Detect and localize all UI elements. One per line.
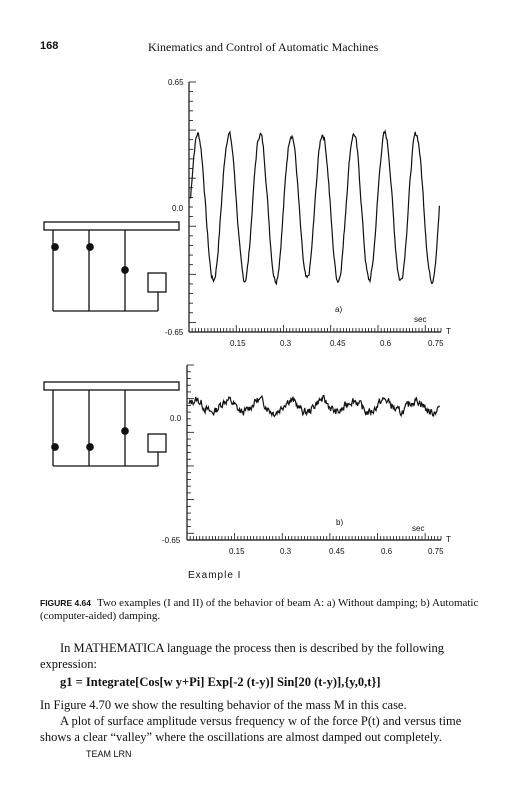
axis-end-label: T — [446, 327, 451, 336]
y-tick-label: 0.65 — [168, 78, 184, 87]
beam-diagram-top — [44, 222, 179, 311]
beam-diagram-bottom — [44, 382, 179, 466]
body-paragraph: In Figure 4.70 we show the resulting behavior of the mass M in this case. — [40, 698, 407, 712]
series-line — [189, 396, 440, 417]
mass-dot — [87, 244, 93, 250]
mass-box — [148, 434, 166, 452]
x-tick-label: 0.75 — [428, 339, 444, 348]
caption-text: Two examples (I and II) of the behavior of beam A: a) Without damping; b) Automatic (computer-aided) damping. — [40, 597, 479, 622]
mass-dot — [122, 267, 128, 273]
footer-watermark: TEAM LRN — [86, 749, 132, 759]
panel-label: b) — [336, 518, 344, 527]
plot-b — [162, 365, 451, 556]
x-tick-label: 0.6 — [380, 339, 392, 348]
example-label: Example I — [188, 570, 242, 581]
x-tick-label: 0.75 — [428, 547, 444, 556]
body-paragraph: In MATHEMATICA language the process then is described by the following expression: — [40, 641, 444, 671]
series-line — [191, 131, 440, 284]
x-tick-label: 0.3 — [280, 339, 292, 348]
body-paragraph: A plot of surface amplitude versus frequency w of the force P(t) and versus time shows a clear “valley” where the oscillations are almost damped out completely. — [40, 714, 462, 744]
beam-top-bar — [44, 222, 179, 230]
mass-dot — [122, 428, 128, 434]
minor-ticks — [187, 365, 441, 540]
x-tick-label: 0.45 — [329, 547, 345, 556]
mass-box — [148, 273, 166, 292]
x-tick-label: 0.6 — [381, 547, 393, 556]
plot-a — [165, 78, 451, 348]
y-tick-label: 0.0 — [172, 204, 184, 213]
mass-dot — [52, 444, 58, 450]
running-header: Kinematics and Control of Automatic Machines — [148, 40, 379, 54]
panel-label: a) — [335, 305, 343, 314]
caption-label: FIGURE 4.64 — [40, 598, 92, 608]
axis-end-label: T — [446, 535, 451, 544]
unit-label: sec — [412, 524, 425, 533]
x-tick-label: 0.3 — [280, 547, 292, 556]
figure-caption — [40, 597, 490, 623]
y-tick-label: 0.0 — [170, 414, 182, 423]
unit-label: sec — [414, 315, 427, 324]
y-tick-label: -0.65 — [162, 536, 181, 545]
x-tick-label: 0.45 — [330, 339, 346, 348]
mass-dot — [87, 444, 93, 450]
beam-top-bar — [44, 382, 179, 390]
x-tick-label: 0.15 — [230, 339, 246, 348]
y-tick-label: -0.65 — [165, 328, 184, 337]
x-tick-label: 0.15 — [229, 547, 245, 556]
formula: g1 = Integrate[Cos[w y+Pi] Exp[-2 (t-y)] Sin[20 (t-y)],{y,0,t}] — [60, 675, 381, 689]
mass-dot — [52, 244, 58, 250]
page-number: 168 — [40, 40, 59, 52]
